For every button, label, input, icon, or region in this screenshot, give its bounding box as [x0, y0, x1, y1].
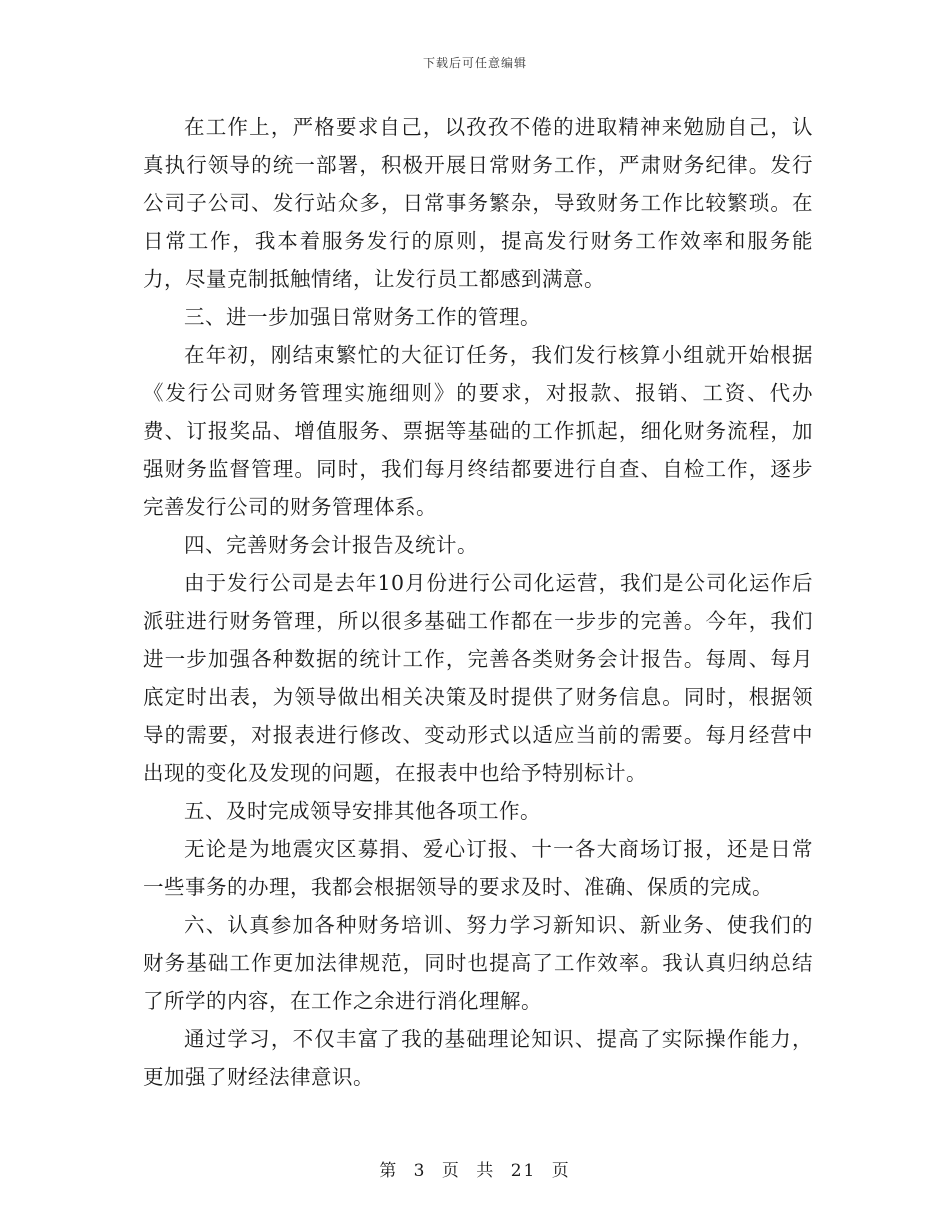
paragraph: 在年初，刚结束繁忙的大征订任务，我们发行核算小组就开始根据《发行公司财务管理实施细则》的要求，对报款、报销、工资、代办费、订报奖品、增值服务、票据等基础的工作抓起，细化财务流程，加强财务监督管理。同时，我们每月终结都要进行自查、自检工作，逐步完善发行公司的财务管理体系。	[143, 343, 813, 519]
footer-prefix: 第	[379, 1161, 399, 1181]
total-page-count: 21	[510, 1161, 537, 1181]
section-heading: 五、及时完成领导安排其他各项工作。	[184, 799, 541, 823]
section-heading: 三、进一步加强日常财务工作的管理。	[184, 305, 541, 329]
paragraph: 由于发行公司是去年10月份进行公司化运营，我们是公司化运作后派驻进行财务管理，所以很多基础工作都在一步步的完善。今年，我们进一步加强各种数据的统计工作，完善各类财务会计报告。每周、每月底定时出表，为领导做出相关决策及时提供了财务信息。同时，根据领导的需要，对报表进行修改、变动形式以适应当前的需要。每月经营中出现的变化及发现的问题，在报表中也给予特别标计。	[143, 571, 813, 785]
footer-total-word: 共	[476, 1161, 496, 1181]
current-page-number: 3	[413, 1161, 427, 1181]
footer-page-word: 页	[441, 1161, 461, 1181]
paragraph: 通过学习，不仅丰富了我的基础理论知识、提高了实际操作能力，更加强了财经法律意识。	[143, 1027, 813, 1089]
footer-suffix: 页	[551, 1161, 571, 1181]
page-header: 下载后可任意编辑	[422, 56, 527, 70]
document-body	[143, 108, 813, 1096]
paragraph: 在工作上，严格要求自己，以孜孜不倦的进取精神来勉励自己，认真执行领导的统一部署，积极开展日常财务工作，严肃财务纪律。发行公司子公司、发行站众多，日常事务繁杂，导致财务工作比较繁琐。在日常工作，我本着服务发行的原则，提高发行财务工作效率和服务能力，尽量克制抵触情绪，让发行员工都感到满意。	[143, 115, 813, 291]
section-heading: 四、完善财务会计报告及统计。	[184, 533, 478, 557]
page-footer	[0, 1156, 950, 1181]
paragraph: 无论是为地震灾区募捐、爱心订报、十一各大商场订报，还是日常一些事务的办理，我都会根据领导的要求及时、准确、保质的完成。	[143, 837, 813, 899]
paragraph: 六、认真参加各种财务培训、努力学习新知识、新业务、使我们的财务基础工作更加法律规范，同时也提高了工作效率。我认真归纳总结了所学的内容，在工作之余进行消化理解。	[143, 913, 813, 1013]
